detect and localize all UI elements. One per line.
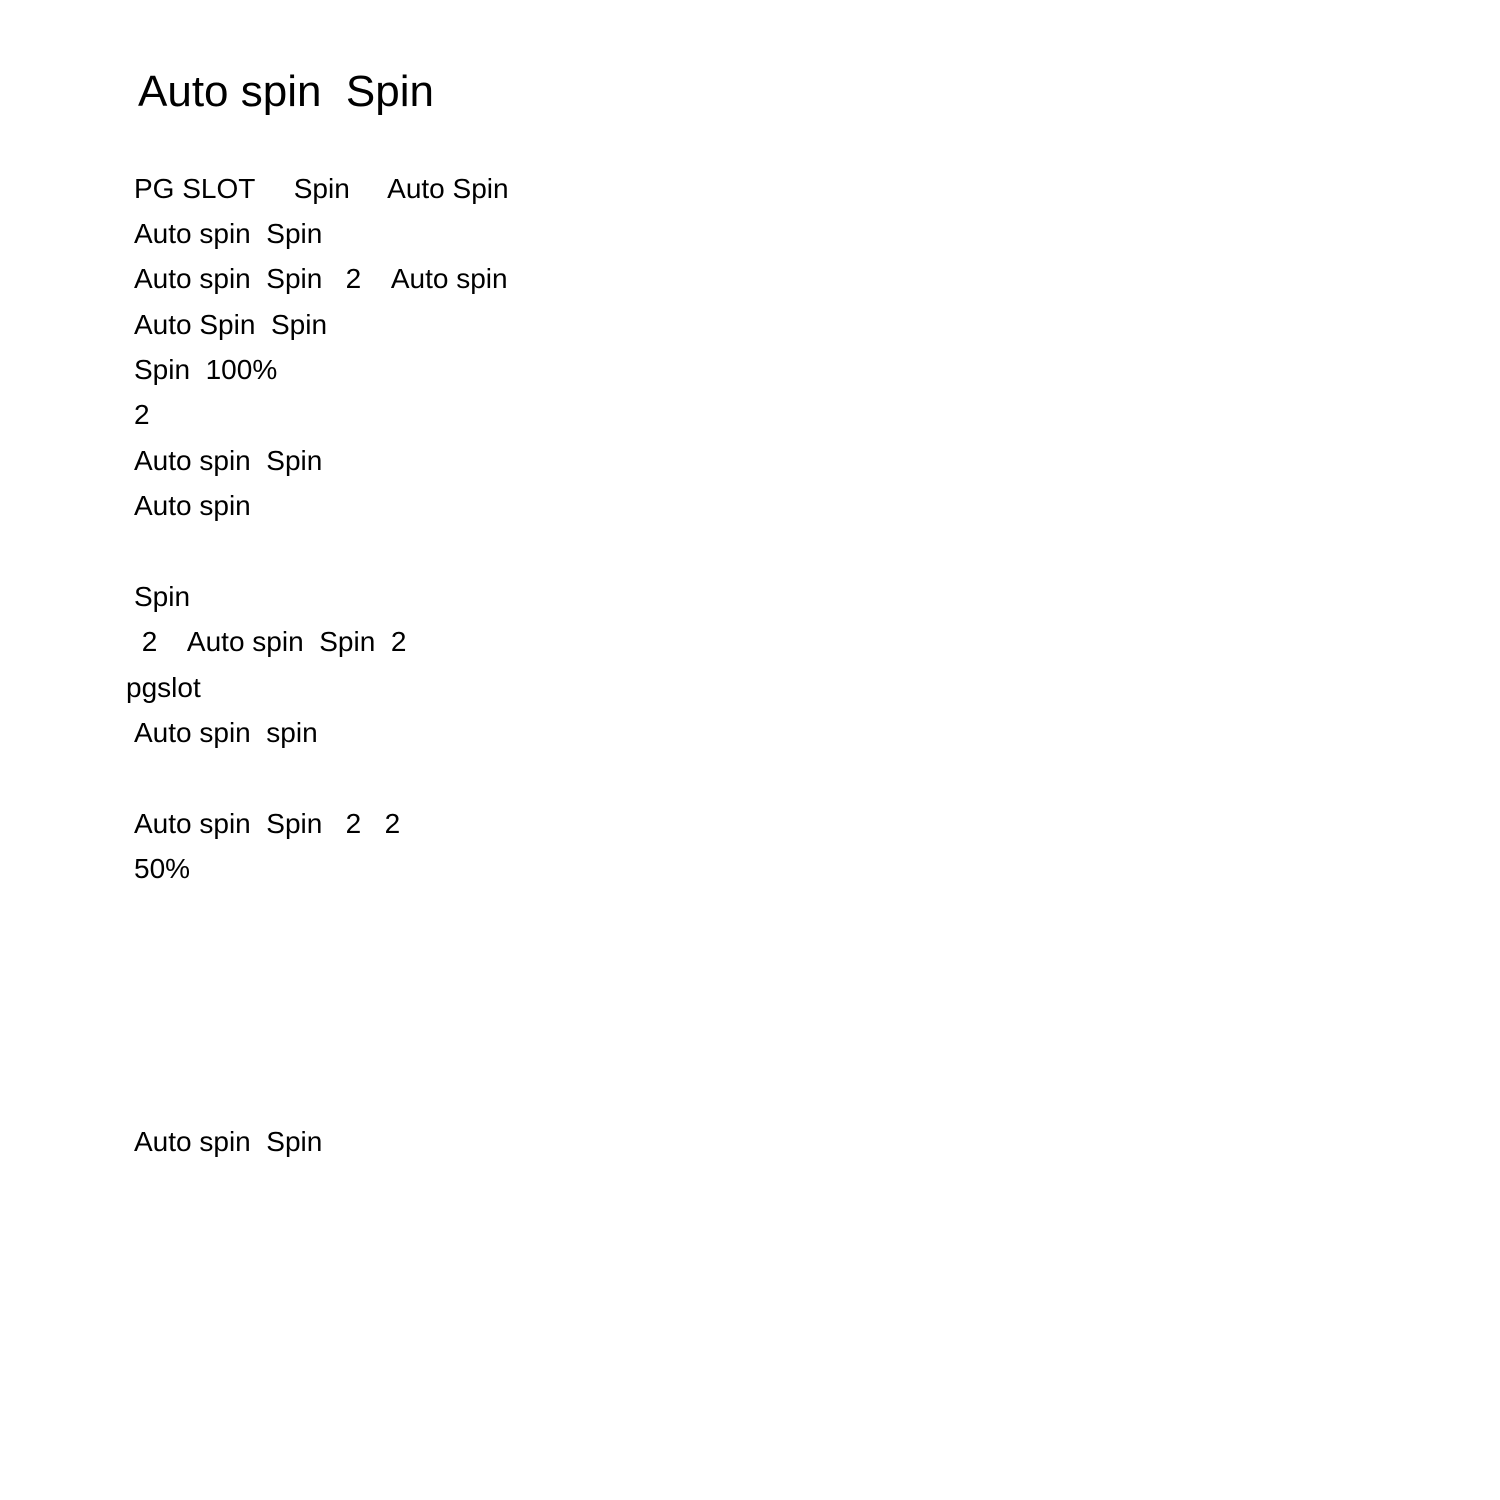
text-line: Auto Spin Spin bbox=[134, 309, 328, 340]
text-line: pgslot bbox=[126, 672, 201, 703]
text-line: Auto spin spin bbox=[134, 717, 318, 748]
text-line: 50% bbox=[134, 853, 191, 884]
text-line: Auto spin Spin 2 Auto spin bbox=[134, 263, 508, 294]
text-line: 2 bbox=[134, 399, 150, 430]
text-line: Spin 100% bbox=[134, 354, 278, 385]
text-line: PG SLOT Spin Auto Spin bbox=[134, 173, 509, 204]
text-line: Auto spin Spin bbox=[134, 1126, 323, 1157]
text-line: Auto spin Spin bbox=[134, 218, 323, 249]
text-line: Spin bbox=[134, 581, 191, 612]
text-line: Auto spin bbox=[134, 490, 251, 521]
document-title: Auto spin Spin bbox=[138, 67, 434, 116]
text-line: Auto spin Spin 2 2 bbox=[134, 808, 401, 839]
text-line: 2 Auto spin Spin 2 bbox=[134, 626, 407, 657]
text-line: Auto spin Spin bbox=[134, 445, 323, 476]
